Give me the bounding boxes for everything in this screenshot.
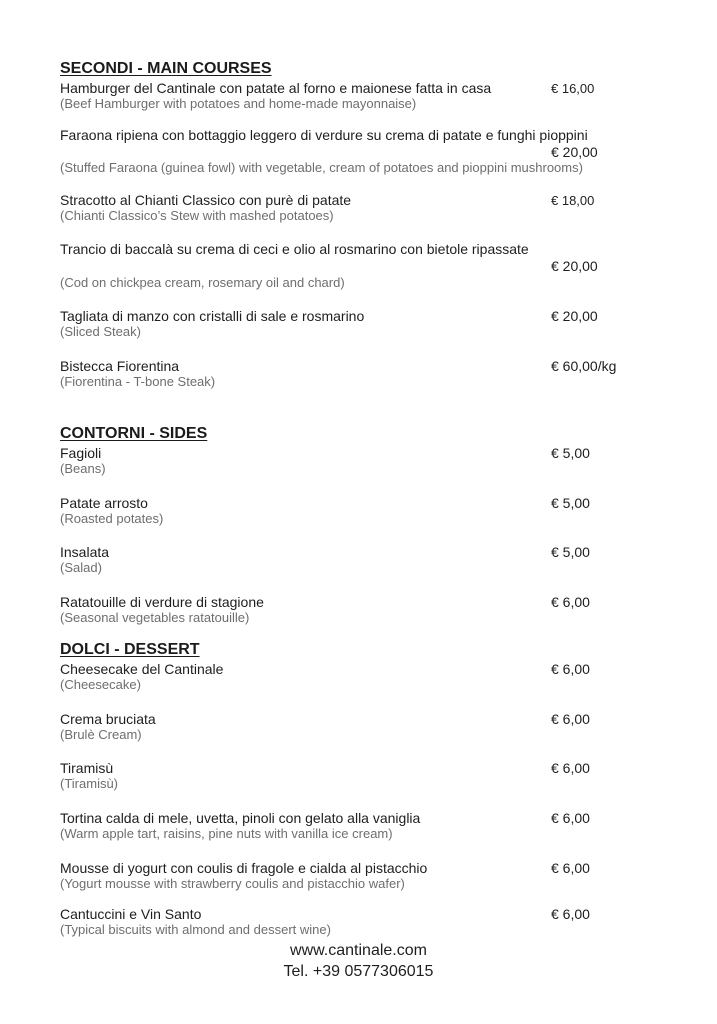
item-price: € 20,00 <box>551 258 598 274</box>
item-name: Insalata <box>60 544 110 560</box>
item-price: € 6,00 <box>551 810 590 826</box>
item-name: Crema bruciata <box>60 711 156 727</box>
item-name: Mousse di yogurt con coulis di fragole e cialda al pistacchio <box>60 860 428 876</box>
item-name: Bistecca Fiorentina <box>60 358 180 374</box>
item-price: € 6,00 <box>551 860 590 876</box>
item-price: € 18,00 <box>551 193 595 208</box>
item-price: € 5,00 <box>551 445 590 461</box>
item-price: € 20,00 <box>551 308 598 324</box>
item-price: € 16,00 <box>551 81 595 96</box>
item-description: (Seasonal vegetables ratatouille) <box>60 610 250 625</box>
item-description: (Tiramisù) <box>60 776 119 791</box>
item-price: € 6,00 <box>551 906 590 922</box>
phone-number[interactable]: Tel. +39 0577306015 <box>283 963 434 980</box>
item-name: Tiramisù <box>60 760 114 776</box>
item-name: Patate arrosto <box>60 495 148 511</box>
item-description: (Sliced Steak) <box>60 324 141 339</box>
item-description: (Stuffed Faraona (guinea fowl) with vegetable, cream of potatoes and pioppini mushrooms) <box>60 160 583 175</box>
item-description: (Chianti Classico’s Stew with mashed potatoes) <box>60 208 334 223</box>
item-description: (Warm apple tart, raisins, pine nuts with vanilla ice cream) <box>60 826 393 841</box>
item-description: (Cheesecake) <box>60 677 141 692</box>
item-price: € 6,00 <box>551 711 590 727</box>
item-price: € 6,00 <box>551 760 590 776</box>
section-title-dolci: DOLCI - DESSERT <box>60 641 200 658</box>
item-description: (Cod on chickpea cream, rosemary oil and chard) <box>60 275 345 290</box>
item-name: Tagliata di manzo con cristalli di sale e rosmarino <box>60 308 365 324</box>
item-name: Hamburger del Cantinale con patate al forno e maionese fatta in casa <box>60 80 492 96</box>
item-price: € 6,00 <box>551 661 590 677</box>
item-price: € 20,00 <box>551 144 598 160</box>
item-name: Cantuccini e Vin Santo <box>60 906 202 922</box>
item-name: Tortina calda di mele, uvetta, pinoli con gelato alla vaniglia <box>60 810 421 826</box>
item-name: Stracotto al Chianti Classico con purè di patate <box>60 192 352 208</box>
item-price: € 6,00 <box>551 594 590 610</box>
item-description: (Brulè Cream) <box>60 727 142 742</box>
item-name: Fagioli <box>60 445 102 461</box>
item-price: € 5,00 <box>551 495 590 511</box>
section-title-secondi: SECONDI - MAIN COURSES <box>60 60 272 77</box>
item-name: Trancio di baccalà su crema di ceci e olio al rosmarino con bietole ripassate <box>60 241 529 257</box>
item-description: (Roasted potates) <box>60 511 164 526</box>
item-description: (Beef Hamburger with potatoes and home-made mayonnaise) <box>60 96 417 111</box>
section-title-contorni: CONTORNI - SIDES <box>60 425 208 442</box>
item-description: (Salad) <box>60 560 102 575</box>
item-description: (Beans) <box>60 461 106 476</box>
item-name: Ratatouille di verdure di stagione <box>60 594 264 610</box>
item-name: Faraona ripiena con bottaggio leggero di verdure su crema di patate e funghi pioppini <box>60 127 588 143</box>
item-description: (Typical biscuits with almond and dessert wine) <box>60 922 331 937</box>
item-price: € 60,00/kg <box>551 358 617 374</box>
item-description: (Yogurt mousse with strawberry coulis and pistacchio wafer) <box>60 876 405 891</box>
item-price: € 5,00 <box>551 544 590 560</box>
website-link[interactable]: www.cantinale.com <box>290 942 427 959</box>
item-description: (Fiorentina - T-bone Steak) <box>60 374 216 389</box>
item-name: Cheesecake del Cantinale <box>60 661 224 677</box>
